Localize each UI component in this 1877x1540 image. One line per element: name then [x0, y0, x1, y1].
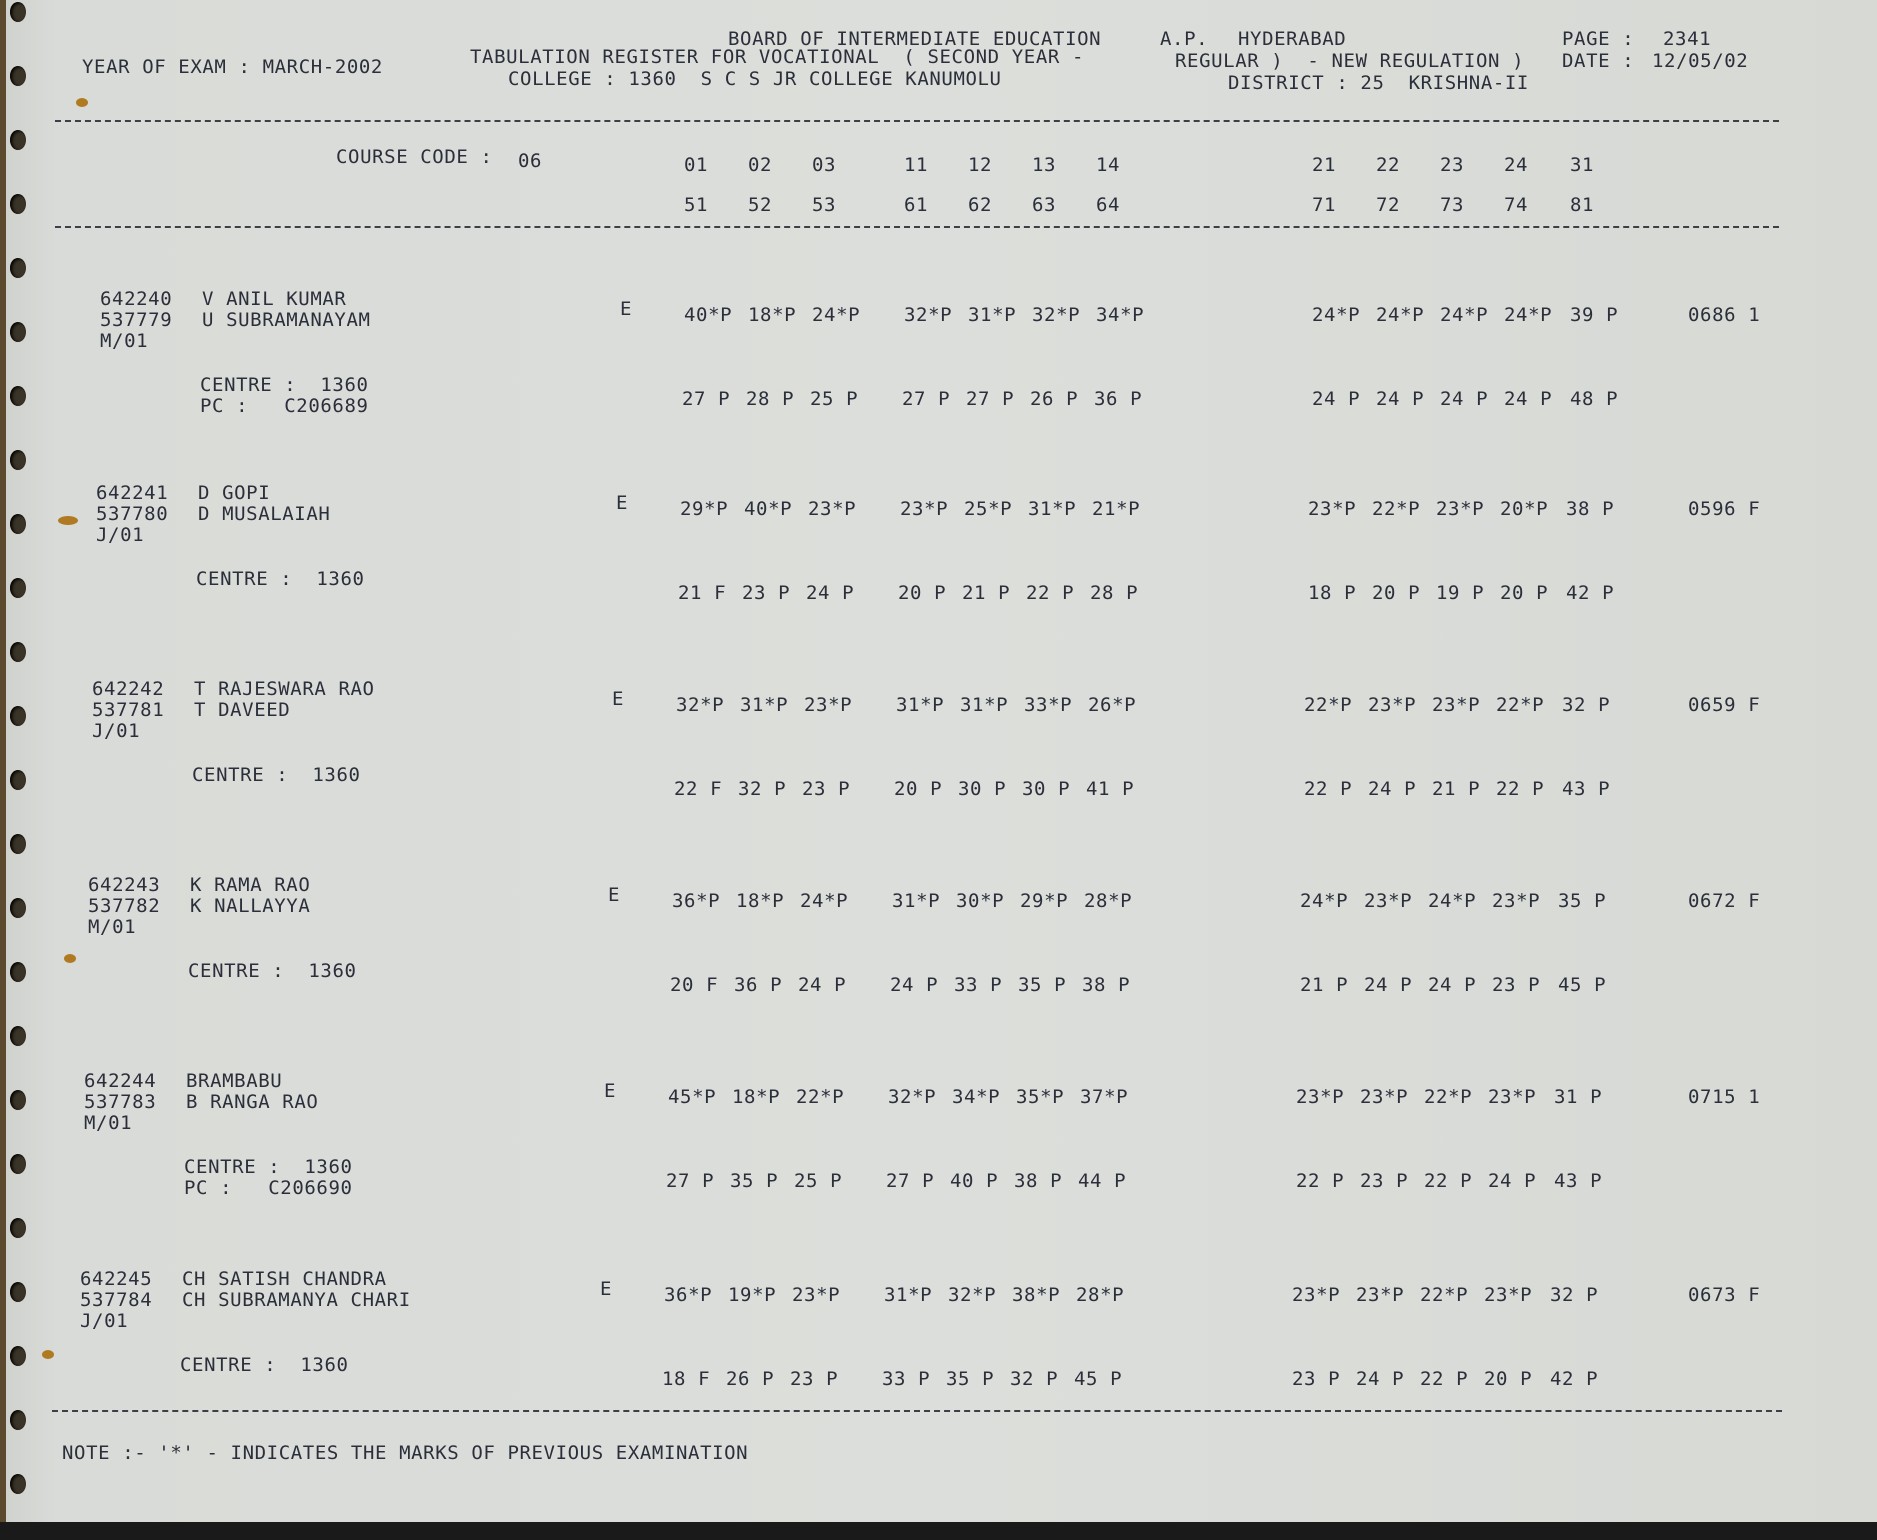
- mark-cell: 22*P: [1424, 1086, 1473, 1108]
- mark-cell: 44 P: [1078, 1170, 1127, 1192]
- category-code: M/01: [88, 916, 137, 938]
- mark-cell: 23*P: [1356, 1284, 1405, 1306]
- mark-cell: 24 P: [798, 974, 847, 996]
- mark-cell: 32 P: [1010, 1368, 1059, 1390]
- binding-hole: [10, 514, 26, 534]
- mark-cell: 23*P: [804, 694, 853, 716]
- category-code: J/01: [92, 720, 141, 742]
- medium-code: E: [608, 884, 621, 906]
- mark-cell: 23*P: [808, 498, 857, 520]
- mark-cell: 23*P: [792, 1284, 841, 1306]
- mark-cell: 24*P: [1504, 304, 1553, 326]
- centre-code: CENTRE : 1360: [184, 1156, 353, 1178]
- binding-hole: [10, 258, 26, 278]
- mark-cell: 23*P: [1432, 694, 1481, 716]
- mark-cell: 24*P: [812, 304, 861, 326]
- mark-cell: 21*P: [1092, 498, 1141, 520]
- mark-cell: 26 P: [1030, 388, 1079, 410]
- total-result: 0596 F: [1688, 498, 1761, 520]
- mark-cell: 20 P: [894, 778, 943, 800]
- binding-hole: [10, 898, 26, 918]
- roll-number: 642244: [84, 1070, 157, 1092]
- mark-cell: 45 P: [1074, 1368, 1123, 1390]
- mark-cell: 26 P: [726, 1368, 775, 1390]
- category-code: M/01: [84, 1112, 133, 1134]
- parent-name: K NALLAYYA: [190, 895, 311, 917]
- mark-cell: 24*P: [1376, 304, 1425, 326]
- mark-cell: 23*P: [1364, 890, 1413, 912]
- total-result: 0673 F: [1688, 1284, 1761, 1306]
- binding-hole: [10, 770, 26, 790]
- mark-cell: 18*P: [736, 890, 785, 912]
- mark-cell: 32*P: [948, 1284, 997, 1306]
- mark-cell: 40*P: [684, 304, 733, 326]
- district-line: DISTRICT : 25 KRISHNA-II: [1228, 72, 1529, 94]
- mark-cell: 33*P: [1024, 694, 1073, 716]
- mark-cell: 23 P: [790, 1368, 839, 1390]
- mark-cell: 24*P: [1312, 304, 1361, 326]
- student-name: BRAMBABU: [186, 1070, 283, 1092]
- binding-hole: [10, 194, 26, 214]
- mark-cell: 38 P: [1014, 1170, 1063, 1192]
- category-code: J/01: [96, 524, 145, 546]
- mark-cell: 28*P: [1076, 1284, 1125, 1306]
- mark-cell: 24*P: [1428, 890, 1477, 912]
- column-code: 61: [904, 194, 929, 216]
- mark-cell: 21 P: [1300, 974, 1349, 996]
- column-code: 72: [1376, 194, 1401, 216]
- mark-cell: 24 P: [1312, 388, 1361, 410]
- column-code: 13: [1032, 154, 1057, 176]
- mark-cell: 35 P: [1018, 974, 1067, 996]
- mark-cell: 36*P: [664, 1284, 713, 1306]
- mark-cell: 30*P: [956, 890, 1005, 912]
- mark-cell: 24*P: [1300, 890, 1349, 912]
- course-code-label: COURSE CODE :: [336, 146, 493, 168]
- mark-cell: 29*P: [1020, 890, 1069, 912]
- mark-cell: 38*P: [1012, 1284, 1061, 1306]
- stain-mark: [42, 1350, 54, 1359]
- mark-cell: 25 P: [810, 388, 859, 410]
- date-value: 12/05/02: [1652, 50, 1749, 72]
- centre-code: CENTRE : 1360: [196, 568, 365, 590]
- mark-cell: 22 P: [1496, 778, 1545, 800]
- mark-cell: 33 P: [882, 1368, 931, 1390]
- mark-cell: 28 P: [1090, 582, 1139, 604]
- binding-hole: [10, 1090, 26, 1110]
- mark-cell: 22 P: [1296, 1170, 1345, 1192]
- student-name: CH SATISH CHANDRA: [182, 1268, 387, 1290]
- mark-cell: 18 P: [1308, 582, 1357, 604]
- total-result: 0715 1: [1688, 1086, 1761, 1108]
- student-id: 537780: [96, 503, 169, 525]
- board-city: HYDERABAD: [1238, 28, 1347, 50]
- mark-cell: 23*P: [1360, 1086, 1409, 1108]
- pc-code: PC : C206690: [184, 1177, 353, 1199]
- centre-code: CENTRE : 1360: [180, 1354, 349, 1376]
- column-code: 52: [748, 194, 773, 216]
- mark-cell: 32 P: [738, 778, 787, 800]
- mark-cell: 32*P: [888, 1086, 937, 1108]
- binding-hole: [10, 130, 26, 150]
- mark-cell: 45*P: [668, 1086, 717, 1108]
- mark-cell: 23*P: [1292, 1284, 1341, 1306]
- mark-cell: 24*P: [1440, 304, 1489, 326]
- column-code: 63: [1032, 194, 1057, 216]
- parent-name: D MUSALAIAH: [198, 503, 331, 525]
- column-code: 21: [1312, 154, 1337, 176]
- mark-cell: 31*P: [960, 694, 1009, 716]
- roll-number: 642240: [100, 288, 173, 310]
- mark-cell: 31*P: [1028, 498, 1077, 520]
- mark-cell: 32*P: [904, 304, 953, 326]
- mark-cell: 22 P: [1304, 778, 1353, 800]
- mark-cell: 39 P: [1570, 304, 1619, 326]
- binding-hole: [10, 1026, 26, 1046]
- column-code: 71: [1312, 194, 1337, 216]
- column-code: 23: [1440, 154, 1465, 176]
- total-result: 0659 F: [1688, 694, 1761, 716]
- mark-cell: 23 P: [1292, 1368, 1341, 1390]
- student-name: V ANIL KUMAR: [202, 288, 347, 310]
- category-code: J/01: [80, 1310, 129, 1332]
- mark-cell: 18 F: [662, 1368, 711, 1390]
- binding-hole: [10, 962, 26, 982]
- stain-mark: [64, 954, 76, 963]
- footer-note: NOTE :- '*' - INDICATES THE MARKS OF PREVIOUS EXAMINATION: [62, 1442, 749, 1464]
- parent-name: U SUBRAMANAYAM: [202, 309, 371, 331]
- total-result: 0672 F: [1688, 890, 1761, 912]
- mark-cell: 35 P: [946, 1368, 995, 1390]
- regulation: REGULAR ) - NEW REGULATION ): [1175, 50, 1525, 72]
- mark-cell: 23*P: [1488, 1086, 1537, 1108]
- binding-hole: [10, 1282, 26, 1302]
- student-name: D GOPI: [198, 482, 271, 504]
- column-code: 81: [1570, 194, 1595, 216]
- mark-cell: 22 F: [674, 778, 723, 800]
- student-id: 537782: [88, 895, 161, 917]
- header-divider: [55, 120, 1779, 122]
- mark-cell: 40 P: [950, 1170, 999, 1192]
- binding-hole: [10, 706, 26, 726]
- mark-cell: 24 P: [890, 974, 939, 996]
- binding-hole: [10, 2, 26, 22]
- binding-hole: [10, 1346, 26, 1366]
- mark-cell: 32 P: [1562, 694, 1611, 716]
- mark-cell: 24 P: [1504, 388, 1553, 410]
- mark-cell: 23*P: [1308, 498, 1357, 520]
- mark-cell: 23 P: [802, 778, 851, 800]
- column-code: 62: [968, 194, 993, 216]
- mark-cell: 22*P: [1496, 694, 1545, 716]
- binding-hole: [10, 450, 26, 470]
- mark-cell: 24 P: [1364, 974, 1413, 996]
- column-code: 51: [684, 194, 709, 216]
- student-id: 537784: [80, 1289, 153, 1311]
- centre-code: CENTRE : 1360: [188, 960, 357, 982]
- column-code: 02: [748, 154, 773, 176]
- mark-cell: 24 P: [1376, 388, 1425, 410]
- medium-code: E: [604, 1080, 617, 1102]
- parent-name: T DAVEED: [194, 699, 291, 721]
- roll-number: 642241: [96, 482, 169, 504]
- column-code: 03: [812, 154, 837, 176]
- mark-cell: 20 P: [898, 582, 947, 604]
- roll-number: 642245: [80, 1268, 153, 1290]
- mark-cell: 28 P: [746, 388, 795, 410]
- student-id: 537779: [100, 309, 173, 331]
- mark-cell: 30 P: [958, 778, 1007, 800]
- mark-cell: 26*P: [1088, 694, 1137, 716]
- centre-code: CENTRE : 1360: [192, 764, 361, 786]
- binding-hole: [10, 66, 26, 86]
- binding-hole: [10, 1154, 26, 1174]
- binding-hole: [10, 322, 26, 342]
- stain-mark: [76, 98, 88, 107]
- column-code: 53: [812, 194, 837, 216]
- page-number: 2341: [1663, 28, 1712, 50]
- column-code: 12: [968, 154, 993, 176]
- column-code: 73: [1440, 194, 1465, 216]
- mark-cell: 31*P: [740, 694, 789, 716]
- category-code: M/01: [100, 330, 149, 352]
- mark-cell: 35 P: [730, 1170, 779, 1192]
- column-divider: [55, 226, 1779, 228]
- column-code: 11: [904, 154, 929, 176]
- mark-cell: 27 P: [886, 1170, 935, 1192]
- binding-hole: [10, 386, 26, 406]
- mark-cell: 24 P: [1428, 974, 1477, 996]
- stain-mark: [58, 516, 78, 525]
- mark-cell: 27 P: [966, 388, 1015, 410]
- mark-cell: 21 P: [1432, 778, 1481, 800]
- binding-hole: [10, 578, 26, 598]
- mark-cell: 43 P: [1562, 778, 1611, 800]
- mark-cell: 27 P: [666, 1170, 715, 1192]
- mark-cell: 43 P: [1554, 1170, 1603, 1192]
- student-name: K RAMA RAO: [190, 874, 311, 896]
- parent-name: B RANGA RAO: [186, 1091, 319, 1113]
- student-id: 537783: [84, 1091, 157, 1113]
- mark-cell: 22 P: [1420, 1368, 1469, 1390]
- mark-cell: 20 F: [670, 974, 719, 996]
- mark-cell: 20 P: [1484, 1368, 1533, 1390]
- mark-cell: 32*P: [1032, 304, 1081, 326]
- column-code: 31: [1570, 154, 1595, 176]
- register-title: TABULATION REGISTER FOR VOCATIONAL ( SECOND YEAR -: [470, 46, 1084, 68]
- total-result: 0686 1: [1688, 304, 1761, 326]
- column-code: 14: [1096, 154, 1121, 176]
- mark-cell: 36 P: [1094, 388, 1143, 410]
- column-code: 01: [684, 154, 709, 176]
- mark-cell: 18*P: [748, 304, 797, 326]
- mark-cell: 23*P: [1492, 890, 1541, 912]
- binding-hole: [10, 642, 26, 662]
- student-id: 537781: [92, 699, 165, 721]
- mark-cell: 23*P: [900, 498, 949, 520]
- mark-cell: 31*P: [892, 890, 941, 912]
- medium-code: E: [616, 492, 629, 514]
- mark-cell: 36 P: [734, 974, 783, 996]
- board-state: A.P.: [1160, 28, 1209, 50]
- college-line: COLLEGE : 1360 S C S JR COLLEGE KANUMOLU: [508, 68, 1002, 90]
- mark-cell: 24 P: [806, 582, 855, 604]
- mark-cell: 41 P: [1086, 778, 1135, 800]
- mark-cell: 23*P: [1296, 1086, 1345, 1108]
- mark-cell: 20*P: [1500, 498, 1549, 520]
- footer-divider: [52, 1410, 1782, 1412]
- column-code: 22: [1376, 154, 1401, 176]
- roll-number: 642243: [88, 874, 161, 896]
- mark-cell: 35 P: [1558, 890, 1607, 912]
- mark-cell: 31*P: [896, 694, 945, 716]
- mark-cell: 32 P: [1550, 1284, 1599, 1306]
- mark-cell: 30 P: [1022, 778, 1071, 800]
- mark-cell: 27 P: [682, 388, 731, 410]
- mark-cell: 24*P: [800, 890, 849, 912]
- binding-hole: [10, 834, 26, 854]
- page-label: PAGE :: [1562, 28, 1635, 50]
- mark-cell: 38 P: [1566, 498, 1615, 520]
- mark-cell: 24 P: [1356, 1368, 1405, 1390]
- course-code-value: 06: [518, 150, 543, 172]
- mark-cell: 25*P: [964, 498, 1013, 520]
- medium-code: E: [612, 688, 625, 710]
- mark-cell: 27 P: [902, 388, 951, 410]
- mark-cell: 22*P: [1304, 694, 1353, 716]
- mark-cell: 22 P: [1424, 1170, 1473, 1192]
- binding-hole: [10, 1474, 26, 1494]
- binding-spine: [0, 0, 6, 1522]
- mark-cell: 24 P: [1488, 1170, 1537, 1192]
- binding-hole: [10, 1410, 26, 1430]
- mark-cell: 33 P: [954, 974, 1003, 996]
- column-code: 74: [1504, 194, 1529, 216]
- mark-cell: 21 F: [678, 582, 727, 604]
- mark-cell: 42 P: [1566, 582, 1615, 604]
- mark-cell: 35*P: [1016, 1086, 1065, 1108]
- mark-cell: 31 P: [1554, 1086, 1603, 1108]
- student-name: T RAJESWARA RAO: [194, 678, 375, 700]
- mark-cell: 37*P: [1080, 1086, 1129, 1108]
- pc-code: PC : C206689: [200, 395, 369, 417]
- mark-cell: 23*P: [1484, 1284, 1533, 1306]
- mark-cell: 23 P: [1492, 974, 1541, 996]
- mark-cell: 29*P: [680, 498, 729, 520]
- year-of-exam: YEAR OF EXAM : MARCH-2002: [82, 56, 383, 78]
- medium-code: E: [600, 1278, 613, 1300]
- mark-cell: 18*P: [732, 1086, 781, 1108]
- mark-cell: 28*P: [1084, 890, 1133, 912]
- mark-cell: 21 P: [962, 582, 1011, 604]
- mark-cell: 20 P: [1372, 582, 1421, 604]
- mark-cell: 19 P: [1436, 582, 1485, 604]
- mark-cell: 23*P: [1436, 498, 1485, 520]
- mark-cell: 22*P: [1372, 498, 1421, 520]
- date-label: DATE :: [1562, 50, 1635, 72]
- mark-cell: 22*P: [1420, 1284, 1469, 1306]
- mark-cell: 34*P: [952, 1086, 1001, 1108]
- mark-cell: 25 P: [794, 1170, 843, 1192]
- mark-cell: 45 P: [1558, 974, 1607, 996]
- mark-cell: 38 P: [1082, 974, 1131, 996]
- mark-cell: 42 P: [1550, 1368, 1599, 1390]
- parent-name: CH SUBRAMANYA CHARI: [182, 1289, 411, 1311]
- mark-cell: 31*P: [968, 304, 1017, 326]
- mark-cell: 36*P: [672, 890, 721, 912]
- mark-cell: 24 P: [1368, 778, 1417, 800]
- centre-code: CENTRE : 1360: [200, 374, 369, 396]
- mark-cell: 48 P: [1570, 388, 1619, 410]
- mark-cell: 22 P: [1026, 582, 1075, 604]
- mark-cell: 40*P: [744, 498, 793, 520]
- binding-hole: [10, 1218, 26, 1238]
- mark-cell: 34*P: [1096, 304, 1145, 326]
- mark-cell: 31*P: [884, 1284, 933, 1306]
- column-code: 24: [1504, 154, 1529, 176]
- mark-cell: 23*P: [1368, 694, 1417, 716]
- medium-code: E: [620, 298, 633, 320]
- mark-cell: 19*P: [728, 1284, 777, 1306]
- mark-cell: 22*P: [796, 1086, 845, 1108]
- mark-cell: 20 P: [1500, 582, 1549, 604]
- mark-cell: 23 P: [742, 582, 791, 604]
- mark-cell: 24 P: [1440, 388, 1489, 410]
- roll-number: 642242: [92, 678, 165, 700]
- mark-cell: 23 P: [1360, 1170, 1409, 1192]
- board-title: BOARD OF INTERMEDIATE EDUCATION: [728, 28, 1102, 50]
- column-code: 64: [1096, 194, 1121, 216]
- mark-cell: 32*P: [676, 694, 725, 716]
